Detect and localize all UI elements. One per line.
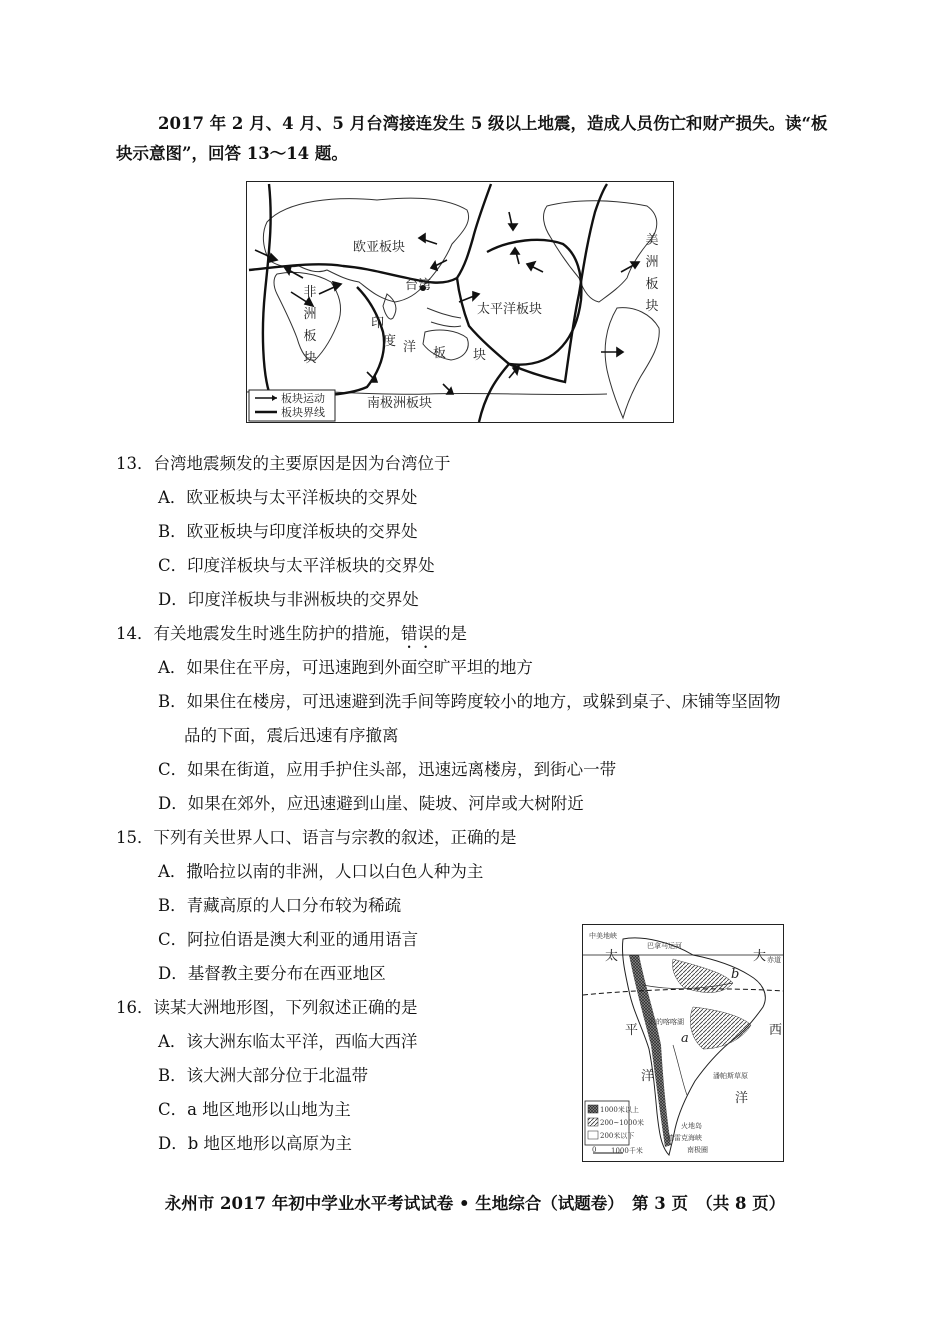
pacific-plate-label: 太平洋板块 bbox=[477, 302, 543, 317]
continent-map bbox=[582, 924, 784, 1162]
atlantic-char: 大 bbox=[753, 949, 767, 964]
pacific-char: 平 bbox=[625, 1023, 639, 1038]
pacific-char: 太 bbox=[605, 949, 619, 964]
top-mid-label: 巴拿马运河 bbox=[647, 942, 682, 950]
taiwan-label: 台湾 bbox=[405, 278, 432, 293]
scale-zero: 0 bbox=[592, 1146, 597, 1154]
africa-char: 块 bbox=[303, 351, 317, 366]
equator-label: 赤道 bbox=[767, 956, 781, 964]
q13-option-a: A．欧亚板块与太平洋板块的交界处 bbox=[158, 488, 418, 507]
top-left-label: 中美地峡 bbox=[589, 932, 617, 940]
legend-high: 1000米以上 bbox=[600, 1106, 639, 1114]
africa-char: 非 bbox=[303, 285, 317, 300]
indian-char: 板 bbox=[433, 346, 447, 361]
plate-map bbox=[246, 181, 674, 423]
q16-option-b: B．该大洲大部分位于北温带 bbox=[158, 1066, 369, 1085]
intro-line-2: 块示意图”，回答 13～14 题。 bbox=[116, 144, 348, 163]
eurasia-plate-label: 欧亚板块 bbox=[353, 240, 406, 255]
indian-char: 洋 bbox=[403, 340, 417, 355]
q15-option-c: C．阿拉伯语是澳大利亚的通用语言 bbox=[158, 930, 419, 949]
indian-char: 块 bbox=[473, 348, 487, 363]
region-b-label: b bbox=[731, 967, 740, 982]
q16-option-a: A．该大洲东临太平洋，西临大西洋 bbox=[158, 1032, 418, 1051]
scale-distance: 1000千米 bbox=[611, 1147, 643, 1155]
africa-char: 洲 bbox=[303, 307, 317, 322]
q15-option-a: A．撒哈拉以南的非洲，人口以白色人种为主 bbox=[158, 862, 484, 881]
tiny-label: 南极圈 bbox=[687, 1146, 708, 1154]
intro-line-1: 2017 年 2 月、4 月、5 月台湾接连发生 5 级以上地震，造成人员伤亡和财产损失。读“板 bbox=[158, 114, 828, 133]
q14-option-b: B．如果住在楼房，可迅速避到洗手间等跨度较小的地方，或躲到桌子、床铺等坚固物 bbox=[158, 692, 781, 711]
q14-stem-emphasis: 错误 bbox=[401, 624, 434, 643]
africa-char: 板 bbox=[303, 329, 317, 344]
tiny-label: 的的喀喀湖 bbox=[649, 1018, 684, 1026]
q13-option-b: B．欧亚板块与印度洋板块的交界处 bbox=[158, 522, 418, 541]
q14-option-c: C．如果在街道，应用手护住头部，迅速远离楼房，到街心一带 bbox=[158, 760, 617, 779]
legend-low: 200米以下 bbox=[600, 1132, 635, 1140]
tiny-label: 火地岛 bbox=[681, 1122, 702, 1130]
america-char: 美 bbox=[645, 233, 659, 248]
africa-plate-label bbox=[303, 282, 317, 370]
legend-motion: 板块运动 bbox=[281, 392, 325, 405]
region-a-label: a bbox=[681, 1031, 689, 1046]
indian-char: 度 bbox=[383, 334, 397, 349]
tiny-label: 潘帕斯草原 bbox=[713, 1072, 748, 1080]
america-plate-label bbox=[645, 230, 659, 318]
america-char: 板 bbox=[645, 277, 659, 292]
q14-stem-pre: 14．有关地震发生时逃生防护的措施， bbox=[116, 624, 401, 643]
q14-stem-post: 的是 bbox=[434, 624, 467, 643]
q14-option-b-continued: 品的下面，震后迅速有序撤离 bbox=[184, 726, 399, 745]
q16-option-d: D．b 地区地形以高原为主 bbox=[158, 1134, 353, 1153]
q14-option-d: D．如果在郊外，应迅速避到山崖、陡坡、河岸或大树附近 bbox=[158, 794, 584, 813]
antarctic-plate-label: 南极洲板块 bbox=[367, 396, 433, 411]
tiny-label: 德雷克海峡 bbox=[667, 1134, 702, 1142]
q16-stem: 16．读某大洲地形图，下列叙述正确的是 bbox=[116, 998, 418, 1017]
america-char: 块 bbox=[645, 299, 659, 314]
legend-mid: 200~1000米 bbox=[600, 1119, 645, 1127]
q14-stem bbox=[116, 622, 467, 652]
q15-option-b: B．青藏高原的人口分布较为稀疏 bbox=[158, 896, 402, 915]
q14-option-a: A．如果住在平房，可迅速跑到外面空旷平坦的地方 bbox=[158, 658, 533, 677]
q13-stem: 13．台湾地震频发的主要原因是因为台湾位于 bbox=[116, 454, 451, 473]
indian-char: 印 bbox=[371, 316, 385, 331]
pacific-char: 洋 bbox=[641, 1069, 655, 1084]
q15-stem: 15．下列有关世界人口、语言与宗教的叙述，正确的是 bbox=[116, 828, 517, 847]
page-footer: 永州市 2017 年初中学业水平考试试卷 • 生地综合（试题卷） 第 3 页 （共 8 页） bbox=[164, 1194, 786, 1213]
america-char: 洲 bbox=[645, 255, 659, 270]
atlantic-char: 洋 bbox=[735, 1091, 749, 1106]
atlantic-char: 西 bbox=[769, 1023, 783, 1038]
q16-option-c: C．a 地区地形以山地为主 bbox=[158, 1100, 351, 1119]
q15-option-d: D．基督教主要分布在西亚地区 bbox=[158, 964, 386, 983]
q13-option-c: C．印度洋板块与太平洋板块的交界处 bbox=[158, 556, 435, 575]
legend-boundary: 板块界线 bbox=[281, 406, 325, 419]
q13-option-d: D．印度洋板块与非洲板块的交界处 bbox=[158, 590, 419, 609]
